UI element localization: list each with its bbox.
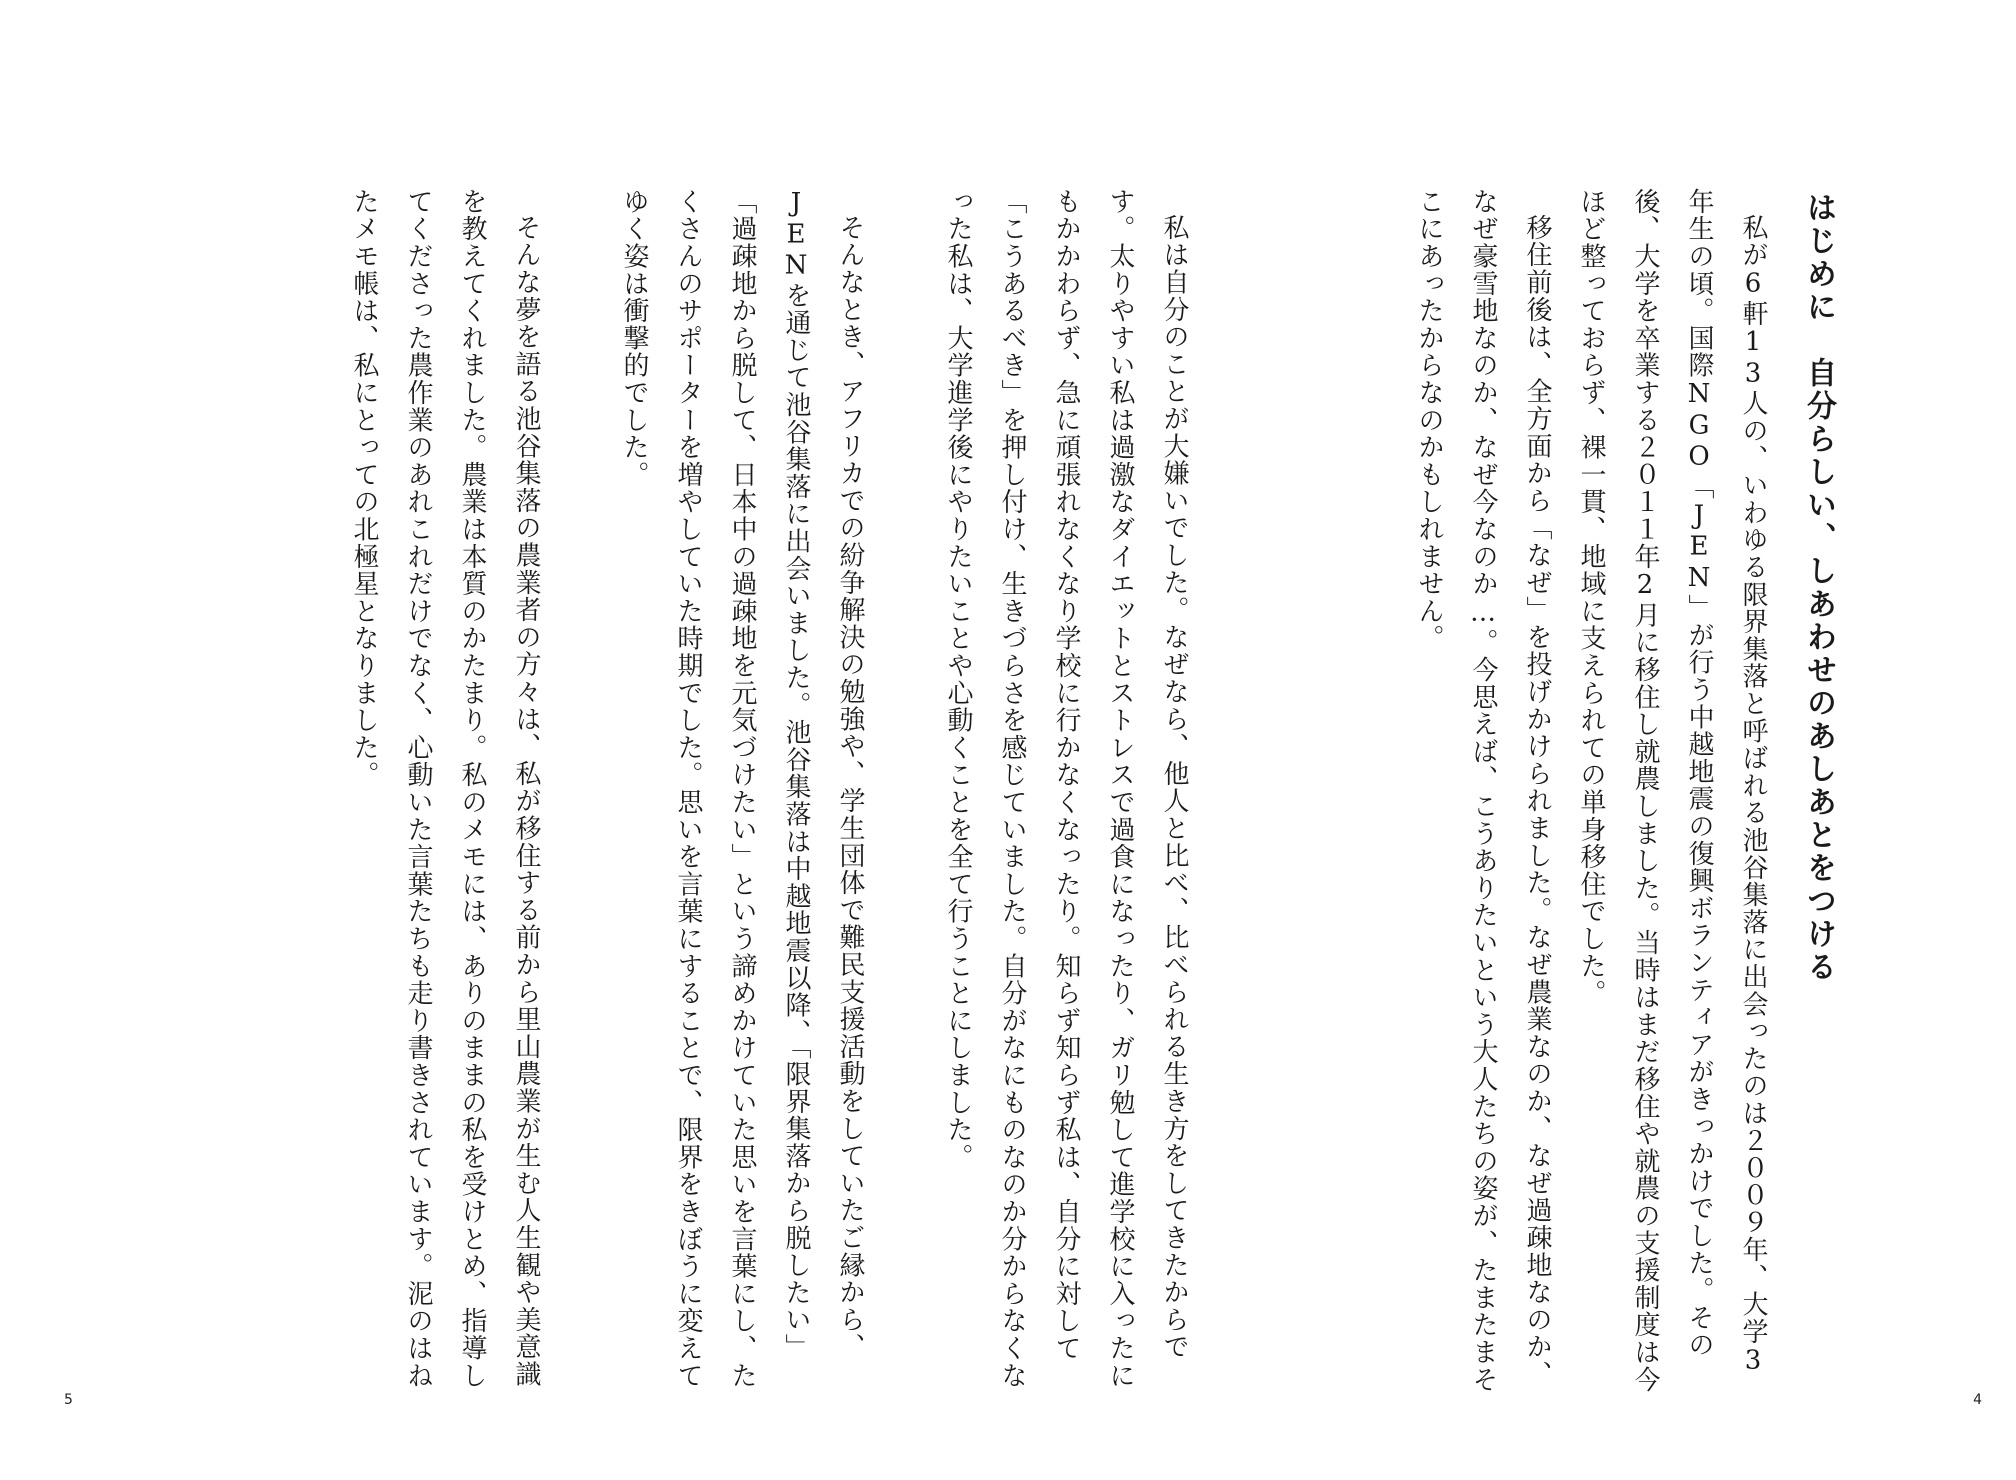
chapter-title: はじめに 自分らしい、しあわせのあしあとをつける — [1801, 192, 1836, 984]
page-number-right: 4 — [1973, 1392, 1982, 1408]
paragraph: そんな夢を語る池谷集落の農業者の方々は、私が移住する前から里山農業が生む人生観や美意識を教えてくれました。農業は本質のかたまり。私のメモには、ありのままの私を受けとめ、指導してくださった農作業のあれこれだけでなく、心動いた言葉たちも走り書きされています。泥のはねたメモ帳は、私にとっての北極星となりました。 — [349, 188, 541, 1390]
left-page-body — [337, 188, 1201, 1398]
right-page-body — [1402, 188, 1780, 1398]
page-number-left: 5 — [64, 1392, 73, 1408]
paragraph: 移住前後は、全方面から「なぜ」を投げかけられました。なぜ農業なのか、なぜ過疎地なのか、なぜ豪雪地なのか、なぜ今なのか…。今思えば、こうありたいという大人たちの姿が、たまたまそこにあったからなのかもしれません。 — [1414, 188, 1552, 1394]
paragraph: 私が6軒13人の、いわゆる限界集落と呼ばれる池谷集落に出会ったのは２００９年、大学3年生の頃。国際NGO「JEN」が行う中越地震の復興ボランティアがきっかけでした。その後、大学を卒業する２０１１年2月に移住し就農しました。当時はまだ移住や就農の支援制度は今ほど整っておらず、裸一貫、地域に支えられての単身移住でした。 — [1576, 188, 1768, 1394]
paragraph: そんなとき、アフリカでの紛争解決の勉強や、学生団体で難民支援活動をしていたご縁から、JENを通じて池谷集落に出会いました。池谷集落は中越地震以降、「限界集落から脱したい」「過疎地から脱して、日本中の過疎地を元気づけたい」という諦めかけていた思いを言葉にし、たくさんのサポーターを増やしていた時期でした。思いを言葉にすることで、限界をきぼうに変えてゆく姿は衝撃的でした。 — [619, 188, 865, 1390]
paragraph: 私は自分のことが大嫌いでした。なぜなら、他人と比べ、比べられる生き方をしてきたからです。太りやすい私は過激なダイエットとストレスで過食になったり、ガリ勉して進学校に入ったにもかかわらず、急に頑張れなくなり学校に行かなくなったり。知らず知らず私は、自分に対して「こうあるべき」を押し付け、生きづらさを感じていました。自分がなにものなのか分からなくなった私は、大学進学後にやりたいことや心動くことを全て行うことにしました。 — [943, 188, 1189, 1390]
